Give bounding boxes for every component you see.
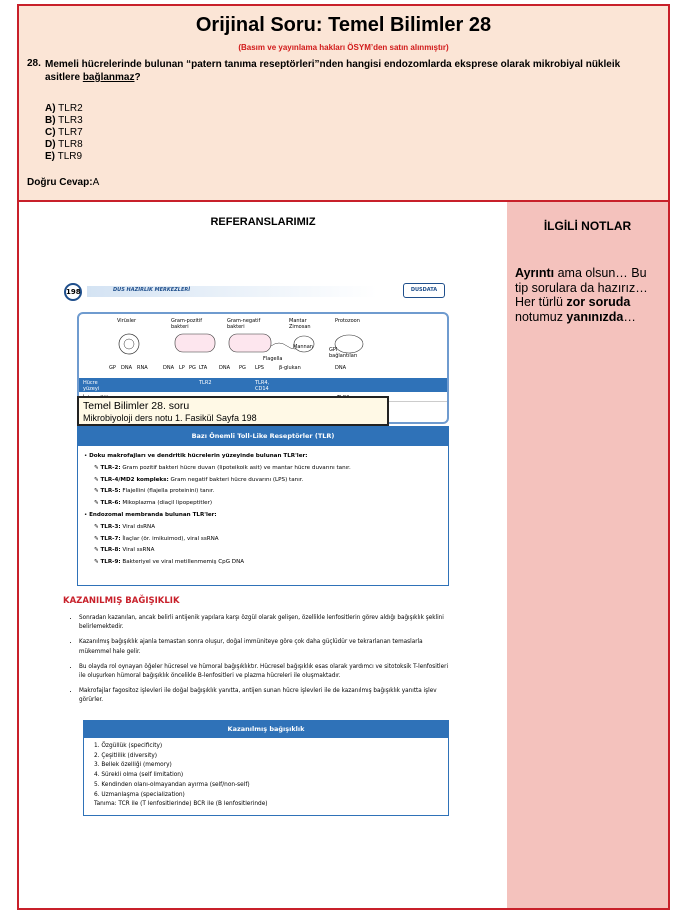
question-text-part1: Memeli hücrelerinde bulunan “patern tanıma reseptörleri”nden hangisi endozomlarda eksprese olarak mikrobiyal nükleik asitlere [45, 59, 621, 83]
tlr-line: ✎ TLR-9: Bakteriyel ve viral metillenmemiş CpG DNA [94, 559, 245, 566]
question-text [45, 58, 645, 84]
acquired-immunity-box-body [94, 742, 444, 810]
figure-label: TLR2 [199, 380, 212, 386]
copyright-note: (Basım ve yayınlama hakları ÖSYM’den satın alınmıştır) [238, 43, 449, 52]
figure-label: Mantar Zimosan [289, 318, 311, 330]
figure-label: Flagella [263, 356, 283, 362]
tlr-line: ✎ TLR-2: Gram pozitif bakteri hücre duvarı (lipoteikoik asit) ve mantar hücre duvarını tanır. [94, 464, 351, 471]
dusdata-logo: DUSDATA [403, 283, 445, 298]
figure-label: β-glukan [279, 365, 301, 371]
figure-label: LTA [199, 365, 208, 371]
tlr-line: ✎ TLR-7: İlaçlar (ör. imikuimod), viral ssRNA [94, 535, 219, 542]
figure-label: Protozoon [335, 318, 360, 324]
tlr-line: • Doku makrofajları ve dendritik hücrelerin yüzeyinde bulunan TLR'ler: [84, 453, 308, 459]
option-a: A) TLR2 [45, 103, 83, 114]
source-note-subtitle: Mikrobiyoloji ders notu 1. Fasikül Sayfa 198 [83, 413, 257, 423]
tlr-line: ✎ TLR-4/MD2 kompleks: Gram negatif bakteri hücre duvarını (LPS) tanır. [94, 476, 304, 483]
figure-label: RNA [137, 365, 148, 371]
source-note-title: Temel Bilimler 28. soru [83, 400, 190, 412]
source-note [77, 396, 389, 426]
acquired-immunity-list [71, 614, 451, 712]
tlr-box [77, 426, 449, 586]
figure-label: DNA [335, 365, 347, 371]
figure-label: Hücre yüzeyi [83, 380, 100, 392]
list-item: • Sonradan kazanılan, ancak belirli antijenik yapılara karşı özgül olarak gelişen, özellikle lenfositlerin görev aldığı bağışıklık şeklini belirlemektedir. [79, 614, 451, 632]
notes-panel [507, 202, 668, 908]
answer-options [45, 103, 83, 163]
tlr-line: • Endozomal membranda bulunan TLR'ler: [84, 511, 217, 518]
acquired-immunity-title: KAZANILMIŞ BAĞIŞIKLIK [63, 596, 180, 606]
tlr-line: ✎ TLR-8: Viral ssRNA [94, 547, 155, 554]
page-title: Orijinal Soru: Temel Bilimler 28 [195, 14, 492, 36]
question-number: 28. [27, 58, 41, 69]
figure-label: PG [189, 365, 196, 371]
figure-label: Mannan [293, 344, 313, 350]
option-b: B) TLR3 [45, 115, 83, 126]
notes-title: İLGİLİ NOTLAR [543, 219, 632, 233]
references-panel [19, 202, 507, 908]
question-text-part2: ? [134, 72, 141, 83]
reference-header [63, 280, 453, 302]
figure-label: GP [109, 365, 116, 371]
reference-page [63, 280, 453, 880]
list-item: • Kazanılmış bağışıklık ajanla temastan sonra oluşur, doğal immüniteye göre çok daha güçlüdür ve tekrarlanan temaslarla mükemmel hale gelir. [79, 638, 451, 656]
list-item: • Makrofajlar fagositoz işlevleri ile doğal bağışıklık yanıtta, antijen sunan hücre işlevleri ile de kazanılmış bağışıklık yanıtta işlev görürler. [79, 687, 451, 705]
list-item: Tanıma: TCR ile (T lenfositlerinde) BCR ile (B lenfositlerinde) [94, 801, 268, 808]
figure-label: GPI bağlantıları [329, 347, 358, 359]
list-item: 6. Uzmanlaşma (specialization) [94, 791, 185, 798]
page-number-badge: 198 [64, 283, 82, 301]
list-item: 4. Sürekli olma (self limitation) [94, 772, 184, 779]
figure-label: LPS [255, 365, 264, 371]
figure-label: DNA [219, 365, 231, 371]
tlr-line: ✎ TLR-3: Viral dsRNA [94, 523, 156, 530]
list-item: 1. Özgüllük (specificity) [94, 743, 163, 749]
option-d: D) TLR8 [45, 139, 83, 150]
tlr-line: ✎ TLR-6: Mikoplazma (diaçil lipopeptitler) [94, 500, 213, 507]
tlr-box-title: Bazı Önemli Toll-Like Reseptörler (TLR) [78, 427, 448, 446]
references-title: REFERANSLARIMIZ [210, 216, 316, 228]
acquired-immunity-box [83, 720, 449, 816]
correct-answer: Doğru Cevap:A [27, 177, 100, 188]
acquired-immunity-box-title: Kazanılmış bağışıklık [84, 721, 448, 738]
tlr-box-body [84, 451, 444, 569]
figure-label: DNA [121, 365, 133, 371]
question-panel [19, 6, 668, 202]
page-frame [17, 4, 670, 910]
figure-label: PG [239, 365, 246, 371]
header-text: DUS HAZIRLIK MERKEZLERİ [113, 287, 191, 293]
list-item: 5. Kendinden olanı-olmayandan ayırma (self/non-self) [94, 781, 250, 788]
list-item: 3. Bellek özelliği (memory) [94, 762, 172, 769]
notes-body: Ayrıntı ama olsun… Bu tip sorulara da hazırız… Her türlü zor soruda notumuz yanınızda… [515, 266, 648, 324]
figure-label: LP [179, 365, 185, 371]
list-item: • Bu olayda rol oynayan öğeler hücresel ve hümoral bağışıklıktır. Hücresel bağışıklık esas olarak yardımcı ve sitotoksik T-lenfositleri ile oluşurken hümoral bağışıklık öncelikle B-lenfositleri ve plazma hücreleri ile oluşmaktadır. [79, 663, 451, 681]
figure-label: TLR4, CD14 [255, 380, 270, 392]
figure-label: DNA [163, 365, 175, 371]
option-c: C) TLR7 [45, 127, 83, 138]
figure-label: Gram-negatif bakteri [227, 318, 261, 330]
figure-label: Gram-pozitif bakteri [171, 318, 203, 330]
list-item: 2. Çeşitlilik (diversity) [94, 752, 158, 759]
question-text-underlined: bağlanmaz [82, 72, 135, 83]
option-e: E) TLR9 [45, 151, 83, 162]
figure-label: Virüsler [117, 318, 137, 324]
tlr-line: ✎ TLR-5: Flajellini (flajella proteinini) tanır. [94, 488, 215, 495]
